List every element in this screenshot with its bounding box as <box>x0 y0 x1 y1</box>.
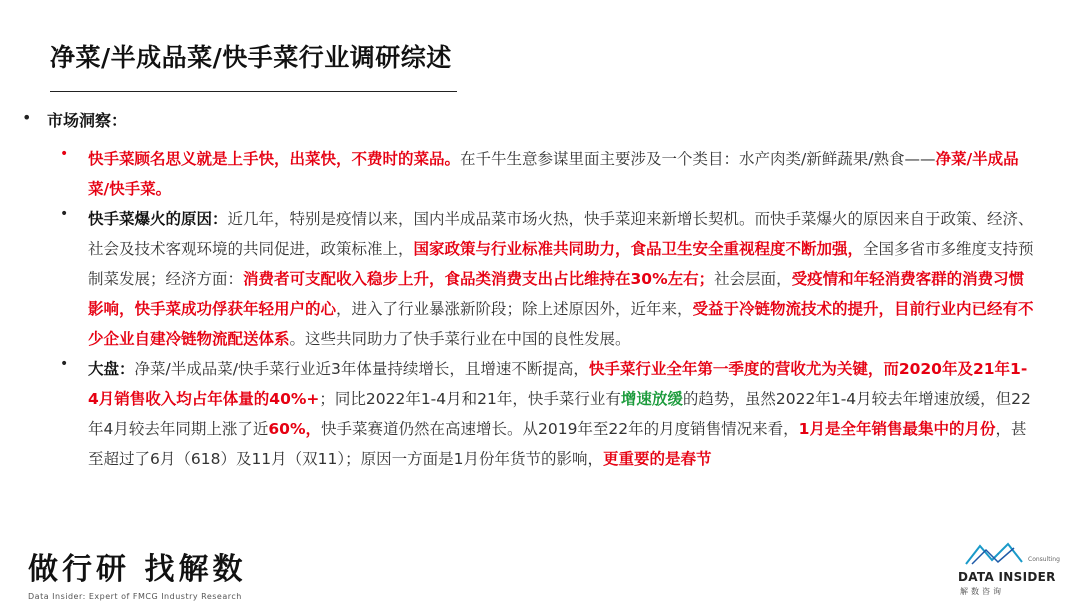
highlight-red: 1月是全年销售最集中的月份 <box>798 420 996 438</box>
highlight-red: 快手菜行业全年第一季度的营收尤为关键，而2020年及21年1-4月销售收入均占年体量的40%+ <box>88 360 1028 408</box>
bullet-item-reasons <box>0 204 1080 354</box>
bullet-dot: • <box>60 356 69 372</box>
text-run: 。这些共同助力了快手菜行业在中国的良性发展。 <box>289 330 631 348</box>
section-heading: 市场洞察： <box>47 111 128 130</box>
slogan-subtitle: Data Insider: Expert of FMCG Industry Research <box>28 592 242 601</box>
highlight-red: 受疫情和年轻消费客群的消费习惯影响，快手菜成功俘获年轻用户的心 <box>88 270 1025 318</box>
bullet-item-definition <box>0 144 1080 204</box>
bullet-item-market <box>0 354 1080 474</box>
footer-slogan-block <box>28 544 246 601</box>
highlight-green: 增速放缓 <box>620 390 683 408</box>
highlight-red: 消费者可支配收入稳步上升，食品类消费支出占比维持在30%左右； <box>243 270 715 288</box>
bullet-dot: • <box>60 206 69 222</box>
highlight-red: 净菜/半成品菜/快手菜。 <box>88 150 1019 198</box>
logo-chinese-name: 解数咨询 <box>960 587 1004 596</box>
label-bold: 快手菜爆火的原因： <box>88 210 228 228</box>
highlight-red: 60%， <box>268 420 321 438</box>
label-bold: 大盘： <box>88 360 135 378</box>
company-logo <box>956 540 1060 600</box>
bullet-paragraph <box>88 144 1038 204</box>
logo-mark-icon <box>962 540 1032 568</box>
text-run: ，甚至超过了6月（618）及11月（双11）；原因一方面是1月份年货节的影响， <box>88 420 1027 468</box>
text-run: 在千牛生意参谋里面主要涉及一个类目：水产肉类/新鲜蔬果/熟食—— <box>460 150 936 168</box>
page-title: 净菜/半成品菜/快手菜行业调研综述 <box>50 43 452 72</box>
text-run: ；同比2022年1-4月和21年，快手菜行业有 <box>319 390 621 408</box>
highlight-red: 受益于冷链物流技术的提升，目前行业内已经有不少企业自建冷链物流配送体系 <box>88 300 1034 348</box>
bullet-paragraph <box>88 204 1038 354</box>
title-underline <box>50 91 457 92</box>
slogan: 做行研 找解数 <box>28 552 247 587</box>
logo-name: DATA INSIDER <box>958 570 1056 584</box>
bullet-list <box>0 144 1080 474</box>
highlight-red: 快手菜顾名思义就是上手快，出菜快，不费时的菜品。 <box>88 150 461 168</box>
highlight-red: 国家政策与行业标准共同助力，食品卫生安全重视程度不断加强， <box>413 240 864 258</box>
text-run: 净菜/半成品菜/快手菜行业近3年体量持续增长，且增速不断提高， <box>134 360 589 378</box>
highlight-red: 更重要的是春节 <box>603 450 712 468</box>
bullet-dot: • <box>60 146 69 162</box>
text-run: 全国多省市多维度支持预制菜发展；经济方面： <box>88 240 1034 288</box>
text-run: 近几年，特别是疫情以来，国内半成品菜市场火热，快手菜迎来新增长契机。而快手菜爆火的原因来自于政策、经济、社会及技术客观环境的共同促进，政策标准上， <box>88 210 1034 258</box>
bullet-paragraph <box>88 354 1038 474</box>
text-run: 社会层面， <box>714 270 792 288</box>
text-run: ，进入了行业暴涨新阶段；除上述原因外，近年来， <box>336 300 693 318</box>
logo-consulting-label: Consulting <box>1028 556 1060 563</box>
section-bullet: • <box>22 108 32 127</box>
text-run: 快手菜赛道仍然在高速增长。从2019年至22年的月度销售情况来看， <box>320 420 799 438</box>
text-run: 的趋势，虽然2022年1-4月较去年增速放缓，但22年4月较去年同期上涨了近 <box>88 390 1031 438</box>
